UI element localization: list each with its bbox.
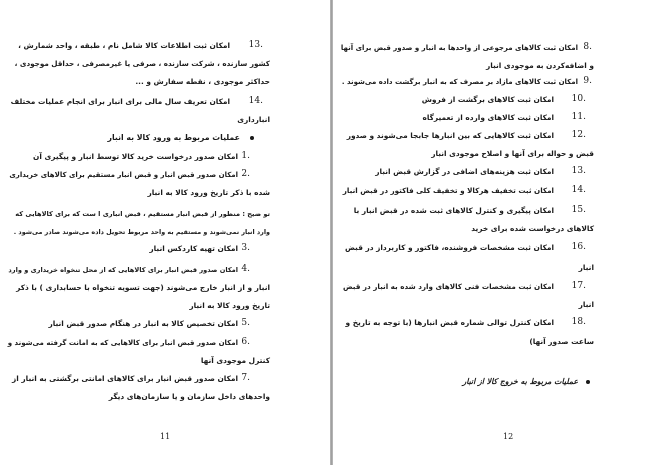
item-number: 14. — [571, 185, 586, 195]
item-line: امکان پیگیری و کنترل کالاهای ثبت شده در قبض انبار با — [353, 206, 554, 215]
item-line: امکان صدور قبض انبار برای کالاهای امانتی برگشتی به انبار از — [12, 374, 238, 383]
item-line: امکان ثبت مشخصات فروشنده، فاکتور و کاربرداز در قبض — [344, 243, 554, 252]
item-line: واحدهای داخل سازمان و یا سازمان‌های دیگر — [108, 392, 270, 401]
bullet-icon — [586, 380, 590, 384]
page-right — [333, 0, 666, 465]
item-number: 7. — [241, 373, 250, 383]
section-heading: عملیات مربوط به ورود کالا به انبار — [107, 133, 240, 142]
bullet-icon — [250, 136, 254, 140]
item-line: انبار و از انبار خارج می‌شوند (جهت تسویه تنخواه با حسابداری ) با ذکر — [16, 283, 270, 292]
item-number: 15. — [571, 205, 586, 215]
item-number: 8. — [583, 42, 592, 52]
item-number: 17. — [571, 281, 586, 291]
item-line: امکان ثبت مشخصات فنی کالاهای وارد شده به انبار در قبض — [342, 282, 554, 291]
item-line: امکان صدور قبض انبار برای کالاهایی که به امانت گرفته می‌شوند و — [7, 339, 238, 347]
item-line: امکان تهیه کاردکس انبار — [149, 244, 238, 253]
item-number: 3. — [241, 243, 250, 253]
item-number: 6. — [241, 337, 250, 347]
item-line: امکان کنترل توالی شماره قبض انبارها (با توجه به تاریخ و — [345, 318, 554, 327]
item-line: کشور سازنده ، شرکت سازنده ، صرفی یا غیرمصرفی ، حداقل موجودی ، — [14, 59, 270, 68]
item-line: امکان ثبت کالاهای مرجوعی از واحدها به انبار و صدور قبض برای آنها — [340, 44, 578, 52]
page-number: 12 — [503, 432, 514, 441]
item-number: 13. — [248, 40, 263, 50]
item-line: انبارداری — [237, 115, 270, 124]
item-number: 12. — [571, 130, 586, 140]
note-line: تو ضیح : منظور از قبض انبار مستقیم ، قبض انباری ا ست که برای کالاهایی که — [15, 210, 270, 218]
note-line: وارد انبار نمی‌شوند و مستقیم به واحد مربوط تحویل داده می‌شوند صادر می‌شود . — [13, 228, 270, 236]
page-left — [0, 0, 330, 465]
item-line: امکان صدور قبض انبار و قبض انبار مستقیم برای کالاهای خریداری — [9, 171, 238, 179]
item-number: 18. — [571, 317, 586, 327]
item-line: امکان ثبت هزینه‌های اضافی در گزارش قبض انبار — [375, 167, 554, 176]
item-number: 1. — [241, 151, 250, 161]
item-number: 9. — [583, 76, 592, 86]
item-line: و اضافه‌کردن به موجودی انبار — [485, 61, 594, 70]
item-number: 2. — [241, 169, 250, 179]
item-line: ساعت صدور آنها) — [529, 337, 594, 346]
page-number: 11 — [160, 432, 171, 441]
item-line: امکان ثبت کالاهای وارده از تعمیرگاه — [422, 113, 554, 122]
item-line: امکان ثبت اطلاعات کالا شامل نام ، طبقه ، واحد شمارش ، — [18, 41, 230, 50]
item-line: امکان تعریف سال مالی برای انبار برای انجام عملیات مختلف — [10, 97, 230, 106]
item-number: 5. — [241, 318, 250, 328]
item-line: انبار — [578, 263, 594, 272]
item-line: شده با ذکر تاریخ ورود کالا به انبار — [147, 188, 270, 197]
item-line: تاریخ ورود کالا به انبار — [189, 301, 270, 310]
item-number: 16. — [571, 242, 586, 252]
item-line: امکان صدور درخواست خرید کالا توسط انبار و پیگیری آن — [33, 152, 238, 161]
item-line: کنترل موجودی آنها — [200, 356, 270, 365]
section-heading: عملیات مربوط به خروج کالا از انبار — [462, 377, 578, 386]
item-line: امکان ثبت کالاهای برگشت از فروش — [421, 95, 554, 104]
item-number: 4. — [241, 264, 250, 274]
item-line: امکان صدور قبض انبار برای کالاهایی که از محل تنخواه خریداری و وارد — [8, 266, 238, 274]
item-number: 13. — [571, 166, 586, 176]
item-number: 10. — [571, 94, 586, 104]
item-line: انبار — [578, 300, 594, 309]
item-line: امکان تخصیص کالا به انبار در هنگام صدور قبض انبار — [48, 319, 238, 328]
item-line: امکان ثبت تخفیف هرکالا و تخفیف کلی فاکتور در قبض انبار — [342, 186, 554, 195]
item-number: 14. — [248, 96, 263, 106]
item-line: امکان ثبت کالاهای مازاد بر مصرف که به انبار برگشت داده می‌شوند . — [341, 78, 578, 86]
item-number: 11. — [571, 112, 586, 122]
item-line: قبض و حواله برای آنها و اصلاح موجودی انبار — [431, 149, 594, 158]
item-line: حداکثر موجودی ، نقطه سفارش و ... — [135, 77, 270, 86]
item-line: امکان ثبت کالاهایی که بین انبارها جابجا می‌شوند و صدور — [346, 131, 554, 140]
item-line: کالاهای درخواست شده برای خرید — [471, 224, 594, 233]
